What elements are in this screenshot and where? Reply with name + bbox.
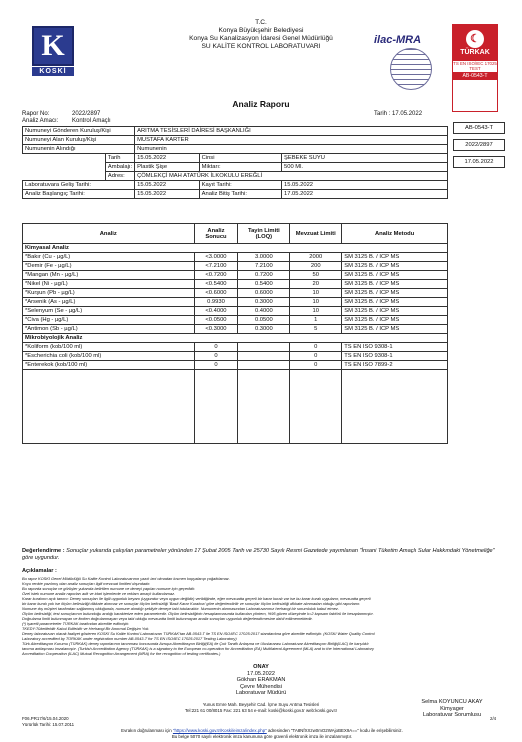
result-result: 0 bbox=[194, 352, 238, 361]
result-result: <0.5400 bbox=[194, 280, 238, 289]
results-table bbox=[22, 223, 448, 444]
gelis-value: 15.05.2022 bbox=[135, 181, 200, 190]
result-limit: 5 bbox=[290, 325, 342, 334]
ambalaj-value: Plastik Şişe bbox=[135, 163, 200, 172]
turkak-line-2: TEST bbox=[469, 66, 481, 71]
sample-date-label: Tarih bbox=[105, 154, 134, 163]
col-analiz: Analiz bbox=[23, 224, 195, 244]
gelis-label: Laboratuvara Geliş Tarihi: bbox=[23, 181, 135, 190]
sample-date: 15.05.2022 bbox=[135, 154, 200, 163]
result-row bbox=[23, 289, 448, 298]
result-name: *Civa (Hg - µg/L) bbox=[23, 316, 195, 325]
approval-label: ONAY bbox=[253, 664, 269, 670]
gonderen-label: Numuneyi Gönderen Kuruluş/Kişi bbox=[23, 127, 135, 136]
bitis-value: 17.05.2022 bbox=[282, 190, 448, 199]
result-method: SM 3125 B. / ICP MS bbox=[342, 280, 448, 289]
section-mikro-title: Mikrobiyolojik Analiz bbox=[23, 334, 448, 343]
signer-right-title: Kimyager bbox=[440, 705, 464, 712]
result-limit: 0 bbox=[290, 343, 342, 352]
result-row bbox=[23, 280, 448, 289]
result-name: *Enterekok (kob/100 ml) bbox=[23, 361, 195, 370]
result-loq bbox=[238, 361, 290, 370]
col-limit: Mevzuat Limiti bbox=[290, 224, 342, 244]
result-loq: 0.5400 bbox=[238, 280, 290, 289]
approval-date: 17.05.2022 bbox=[247, 670, 275, 677]
baslangic-value: 15.05.2022 bbox=[135, 190, 200, 199]
result-result: <0.4000 bbox=[194, 307, 238, 316]
result-loq: 0.7200 bbox=[238, 271, 290, 280]
result-limit: 0 bbox=[290, 352, 342, 361]
ambalaj-label: Ambalajı: bbox=[105, 163, 134, 172]
note-line: bir karar kuralı yok ise ölçüm belirsizliği dikkate alınmaz ve sonuçlar ölçüm belirsizliği 'Basit Karar Kuralına' göre değerlendirilir ve sonuçlar ölçüm belirsizliği dikkate alınmadan olduğu gibi raporlanır. bbox=[22, 601, 361, 606]
verify-post: adresinden "TA8NfXXzw0mO2WAjoBEX9A==" kodu ile erişebilirsiniz. bbox=[267, 728, 403, 733]
result-row bbox=[23, 298, 448, 307]
result-limit: 0 bbox=[290, 361, 342, 370]
numunenin-value: Numunenin bbox=[135, 145, 448, 154]
turkak-line-1: TS EN ISO/IEC 17025 bbox=[453, 61, 497, 66]
result-name: *Antimon (Sb - µg/L) bbox=[23, 325, 195, 334]
result-loq: 0.0500 bbox=[238, 316, 290, 325]
result-loq: 7.2100 bbox=[238, 262, 290, 271]
alindigi-label: Numunenin Alındığı bbox=[23, 145, 135, 154]
result-loq: 3.0000 bbox=[238, 253, 290, 262]
result-result: <7.2100 bbox=[194, 262, 238, 271]
result-name: *Bakır (Cu - µg/L) bbox=[23, 253, 195, 262]
header-line-1: T.C. bbox=[255, 19, 267, 26]
result-limit: 200 bbox=[290, 262, 342, 271]
alan-label: Numuneyi Alan Kuruluş/Kişi bbox=[23, 136, 135, 145]
note-line: Bu raporda sonuçlar ve görüşler yukarıda belirtilen numune ve deneyi yapılan numune için geçerlidir. bbox=[22, 586, 196, 591]
letterhead bbox=[150, 19, 372, 51]
result-loq bbox=[238, 352, 290, 361]
result-name: *Mangan (Mn - µg/L) bbox=[23, 271, 195, 280]
blank-row bbox=[23, 370, 448, 444]
note-line: Numune dış müşteri tarafından sağlanmış olduğunda, numune alındığı şekliyle deneye tabi tutulacaktır. Numunenin alınmasından Laboratuvarımız herhangi bir sorumluluk kabul etmez. bbox=[22, 606, 339, 611]
side-date: 17.05.2022 bbox=[453, 156, 505, 168]
result-name: *Demir (Fe - µg/L) bbox=[23, 262, 195, 271]
col-loq: Tayin Limiti (LOQ) bbox=[238, 224, 290, 244]
result-limit: 20 bbox=[290, 280, 342, 289]
approval-name: Gökhan ERAKMAN bbox=[236, 677, 286, 684]
cinsi-value: ŞEBEKE SUYU bbox=[282, 154, 448, 163]
cinsi-label: Cinsi bbox=[199, 154, 281, 163]
result-result: <3.0000 bbox=[194, 253, 238, 262]
adres-label: Adres: bbox=[105, 172, 134, 181]
result-method: SM 3125 B. / ICP MS bbox=[342, 262, 448, 271]
koski-logo bbox=[32, 26, 74, 76]
rapor-no-label: Rapor No: bbox=[22, 111, 50, 117]
footer-address bbox=[111, 702, 411, 714]
verification-note bbox=[22, 728, 502, 740]
result-limit: 10 bbox=[290, 289, 342, 298]
miktar-value: 500 Ml. bbox=[282, 163, 448, 172]
note-line: Özel istek numune analiz raporları adlı ve idari işlemlerde ve reklam amaçlı kullanılamaz. bbox=[22, 591, 176, 596]
result-result: <0.6000 bbox=[194, 289, 238, 298]
note-line: Deney laboratuvarı olarak faaliyet gösteren KOSKİ Su Kalite Kontrol Laboratuvarı TÜRKAK'tan AB-0543-T ile TS EN ISO/IEC 17025:2017 standardına göre akredite edilmiştir. (KOSKI Water Quality Control bbox=[22, 631, 375, 636]
result-method: SM 3125 B. / ICP MS bbox=[342, 298, 448, 307]
form-info bbox=[22, 716, 74, 728]
globe-icon bbox=[390, 48, 432, 90]
result-result: 0.9930 bbox=[194, 298, 238, 307]
note-line: Karar kuralının açık tanımı: Deney sonuçları ile ilgili uygunluk beyanı (uygundur veya uygun değildir) verildiğinde, eğer mevzuatta geçerli bir karar kuralı var ise bu karar kuralı uygulanır, mevzuatta geçerli bbox=[22, 596, 371, 601]
crescent-star-icon: ☾ bbox=[466, 30, 484, 48]
footer-contact-line: Tel:221 61 00/8015 Fax: 221 63 54 e-mail: koski@koski.gov.tr web:koski.gov.tr bbox=[184, 708, 338, 713]
result-row bbox=[23, 307, 448, 316]
notes-lines bbox=[22, 576, 502, 656]
signer-right-role: Laboratuvar Sorumlusu bbox=[422, 712, 482, 719]
evaluation bbox=[22, 548, 500, 562]
turkak-brand: TÜRKAK bbox=[460, 49, 490, 56]
rapor-no: 2022/2897 bbox=[72, 111, 101, 117]
adres-value: ÇÖMLEKÇİ MAH ATATÜRK İLKOKULU EREĞLİ bbox=[135, 172, 448, 181]
evaluation-label: Değerlendirme : bbox=[22, 548, 65, 554]
alan-value: MUSTAFA KARTER bbox=[135, 136, 448, 145]
result-loq: 0.3000 bbox=[238, 325, 290, 334]
note-line: Türk Akreditasyon Kurumu (TÜRKAK) deney raporlarının tanınması konusunda Avrupa Akreditasyon Birliği(EA) ile Çok Taraflı Anlaşma ve Uluslararası Laboratuvar Akreditasyon Birliği(ILAC) ile karşılıklı bbox=[22, 641, 369, 646]
logo-letter: K bbox=[41, 29, 65, 62]
result-limit: 10 bbox=[290, 298, 342, 307]
col-metot: Analiz Metodu bbox=[342, 224, 448, 244]
header-line-2: Konya Büyükşehir Belediyesi bbox=[218, 27, 304, 34]
result-name: *Arsenik (As - µg/L) bbox=[23, 298, 195, 307]
baslangic-label: Analiz Başlangıç Tarihi: bbox=[23, 190, 135, 199]
gonderen-value: ARITMA TESİSLERİ DAİRESİ BAŞKANLIĞI bbox=[135, 127, 448, 136]
result-limit: 50 bbox=[290, 271, 342, 280]
ilac-text: ilac-MRA bbox=[374, 34, 422, 46]
result-loq: 0.3000 bbox=[238, 298, 290, 307]
kayit-value: 15.05.2022 bbox=[282, 181, 448, 190]
note-line: Accreditation Cooperation (ILAC) Mutual Recognition Arrangement (MRA) for the recognition of testing certificates.) bbox=[22, 651, 221, 656]
result-name: *Koliform (kob/100 ml) bbox=[23, 343, 195, 352]
result-limit: 1 bbox=[290, 316, 342, 325]
footer-address-line: Yunus Emre Mah. Beyşehir Cad. İçme Suyu Arıtma Tesisleri bbox=[202, 702, 320, 707]
note-line: TKEDY:Tüketilebilir Kabul Edilebilir ve Herhangi Bir Anormal Değişim Yok. bbox=[22, 626, 150, 631]
result-method: SM 3125 B. / ICP MS bbox=[342, 253, 448, 262]
result-result: <0.3000 bbox=[194, 325, 238, 334]
result-row bbox=[23, 343, 448, 352]
col-sonuc: Analiz Sonucu bbox=[194, 224, 238, 244]
logo-word: KOSKİ bbox=[32, 67, 74, 76]
result-loq: 0.6000 bbox=[238, 289, 290, 298]
approval-signature bbox=[181, 664, 341, 697]
amac-value: Kontrol Amaçlı bbox=[72, 118, 111, 124]
result-result: <0.0500 bbox=[194, 316, 238, 325]
result-method: SM 3125 B. / ICP MS bbox=[342, 316, 448, 325]
tarih-value: 17.05.2022 bbox=[392, 111, 423, 117]
verify-line-2: Bu belge 5070 sayılı elektronik imza kanununa göre güvenli elektronik imza ile imzalanmıştır. bbox=[171, 734, 353, 739]
side-box bbox=[453, 122, 505, 173]
bitis-label: Analiz Bitiş Tarihi: bbox=[199, 190, 281, 199]
result-method: TS EN ISO 9308-1 bbox=[342, 352, 448, 361]
result-method: SM 3125 B. / ICP MS bbox=[342, 307, 448, 316]
result-result: 0 bbox=[194, 361, 238, 370]
result-method: TS EN ISO 7899-2 bbox=[342, 361, 448, 370]
result-row bbox=[23, 253, 448, 262]
result-row bbox=[23, 325, 448, 334]
result-loq bbox=[238, 343, 290, 352]
note-line: Bu rapor KOSKİ Genel Müdürlüğü Su Kalite Kontrol Laboratuvarının yazılı izni olmadan kısmen kopyalanıp çoğaltılamaz. bbox=[22, 576, 230, 581]
result-row bbox=[23, 352, 448, 361]
result-method: SM 3125 B. / ICP MS bbox=[342, 289, 448, 298]
kayit-label: Kayıt Tarihi: bbox=[199, 181, 281, 190]
result-result: 0 bbox=[194, 343, 238, 352]
publish-date: Yürürlük Tarihi: 15.07.2011 bbox=[22, 722, 75, 727]
evaluation-text: Sonuçlar yukarıda çalışılan parametreler yönünden 17 Şubat 2005 Tarih ve 25730 Sayılı Resmi Gazetede yayımlanan "İnsani Tüketim Amaçlı Sular Hakkındaki Yönetmeliğe" göre uygundur. bbox=[22, 548, 495, 561]
amac-label: Analiz Amacı: bbox=[22, 118, 59, 124]
result-name: *Kurşun (Pb - µg/L) bbox=[23, 289, 195, 298]
sample-info-table bbox=[22, 126, 448, 199]
result-limit: 10 bbox=[290, 307, 342, 316]
result-row bbox=[23, 316, 448, 325]
result-name: *Nikel (Ni - µg/L) bbox=[23, 280, 195, 289]
verify-pre: Evrakın doğrulanması için bbox=[121, 728, 172, 733]
result-limit: 2000 bbox=[290, 253, 342, 262]
page-number: 2/4 bbox=[490, 716, 497, 721]
lab-responsible-signature bbox=[402, 699, 502, 719]
report-meta bbox=[22, 111, 502, 125]
result-method: SM 3125 B. / ICP MS bbox=[342, 271, 448, 280]
ilac-mra-logo bbox=[374, 34, 444, 94]
note-line: (*) işaretli parametreler TÜRKAK tarafından akredite edilmiştir. bbox=[22, 621, 130, 626]
result-loq: 0.4000 bbox=[238, 307, 290, 316]
results-body bbox=[23, 244, 448, 444]
miktar-label: Miktarı: bbox=[199, 163, 281, 172]
form-number: F06.PR17/6/15.04.2020 bbox=[22, 716, 69, 721]
section-mikro bbox=[23, 334, 448, 343]
note-line: Ölçüm belirsizliği, test sonuçlarının bulunduğu aralığı karakterize eden parametredir. Ölçüm belirsizliğinin hesaplanmasında kullanılan yöntem, %95 güven düzeyinde k=2 kapsam faktörü ile hesaplanmıştır. bbox=[22, 611, 374, 616]
notes-title: Açıklamalar : bbox=[22, 568, 57, 574]
note-line: Koyu renkte yazılmış olan analiz sonuçları ilgili mevzuat limitleri dışındadır. bbox=[22, 581, 151, 586]
section-kimyasal-title: Kimyasal Analiz bbox=[23, 244, 448, 253]
notes-section bbox=[22, 569, 502, 656]
result-row bbox=[23, 361, 448, 370]
result-name: *Escherichia coli (kob/100 ml) bbox=[23, 352, 195, 361]
verify-link[interactable]: "https://www.koski.gov.tr/Koski/eimza/index.php" bbox=[172, 728, 267, 733]
note-line: tanıma antlaşması imzalamıştır. (Turkish Accreditation Agency (TÜRKAK) is a signatory to the European co-operation for Accreditation (EA) Multilateral Agreement (MLA) and to the International Laboratory bbox=[22, 646, 374, 651]
page-title: Analiz Raporu bbox=[232, 99, 290, 109]
approval-role: Laboratuvar Müdürü bbox=[235, 690, 287, 697]
result-method: SM 3125 B. / ICP MS bbox=[342, 325, 448, 334]
side-accreditation: AB-0543-T bbox=[453, 122, 505, 134]
turkak-code: AB-0543-T bbox=[453, 72, 497, 80]
result-name: *Selenyum (Se - µg/L) bbox=[23, 307, 195, 316]
signer-right-name: Selma KOYUNCU AKAY bbox=[421, 699, 483, 705]
result-row bbox=[23, 262, 448, 271]
section-kimyasal bbox=[23, 244, 448, 253]
side-report-no: 2022/2897 bbox=[453, 139, 505, 151]
header-line-3: Konya Su Kanalizasyon İdaresi Genel Müdürlüğü bbox=[189, 35, 333, 42]
note-line: Doğrulama limiti bulunmayan ve limiten doğrulanmayan veya tabi olduğu mevzuatta limiti bulunmayan analiz sonuçları uygunluk değerlendirmesine dahil edilmemektedir. bbox=[22, 616, 313, 621]
result-result: <0.7200 bbox=[194, 271, 238, 280]
result-row bbox=[23, 271, 448, 280]
tarih-label: Tarih : bbox=[374, 111, 391, 117]
header-line-4: SU KALİTE KONTROL LABORATUVARI bbox=[201, 43, 321, 50]
result-method: TS EN ISO 9308-1 bbox=[342, 343, 448, 352]
note-line: Laboratory accredited by TÜRKAK under registration number AB-0543-T for TS EN ISO/IEC 17025:2017 Testing Laboratory) bbox=[22, 636, 237, 641]
approval-title: Çevre Mühendisi bbox=[240, 683, 282, 690]
